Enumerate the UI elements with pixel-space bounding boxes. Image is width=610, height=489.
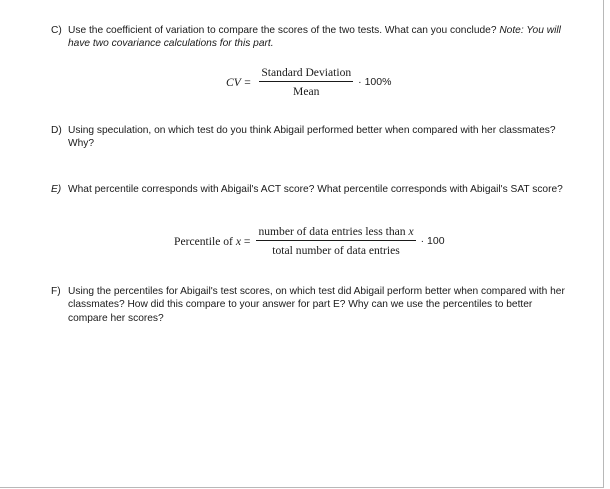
question-d-label: D): [51, 125, 62, 136]
cv-formula: [226, 66, 391, 98]
question-c-body: Use the coefficient of variation to compare the scores of the two tests. What can you conclude?: [68, 25, 497, 36]
percentile-numerator-text: number of data entries less than: [258, 225, 406, 238]
percentile-fraction: [256, 225, 415, 257]
question-f-label: F): [51, 286, 61, 297]
percentile-lhs-var: x: [235, 234, 241, 248]
question-e-text: What percentile corresponds with Abigail's ACT score? What percentile corresponds with Abigail's SAT score?: [68, 184, 563, 195]
percentile-lhs-eq: =: [243, 234, 251, 248]
cv-multiplier: · 100%: [358, 76, 392, 88]
question-c-note: Note: You will have two covariance calculations for this part.: [68, 25, 561, 50]
percentile-numerator: [256, 225, 415, 241]
question-d: [51, 124, 571, 151]
percentile-numerator-var: x: [408, 225, 414, 238]
percentile-multiplier: · 100: [420, 235, 445, 247]
cv-numerator: Standard Deviation: [259, 66, 353, 82]
question-f: [51, 285, 571, 325]
question-c-text: [68, 24, 571, 51]
question-c: [51, 24, 571, 51]
question-e: [51, 183, 571, 196]
cv-denominator: Mean: [293, 85, 320, 98]
percentile-lhs-text: Percentile of: [174, 234, 233, 248]
question-c-label: C): [51, 25, 62, 36]
question-d-text: Using speculation, on which test do you think Abigail performed better when compared with her classmates? Why?: [68, 125, 556, 150]
cv-fraction: [259, 66, 353, 98]
percentile-denominator: total number of data entries: [272, 244, 400, 257]
question-f-text: Using the percentiles for Abigail's test scores, on which test did Abigail perform better when compared with her classmates? How did this compare to your answer for part E? Why can we use the percentiles to better compare her scores?: [68, 286, 565, 324]
question-e-label: E): [51, 184, 62, 195]
cv-formula-lhs: CV =: [226, 75, 252, 89]
percentile-formula: [174, 225, 445, 257]
